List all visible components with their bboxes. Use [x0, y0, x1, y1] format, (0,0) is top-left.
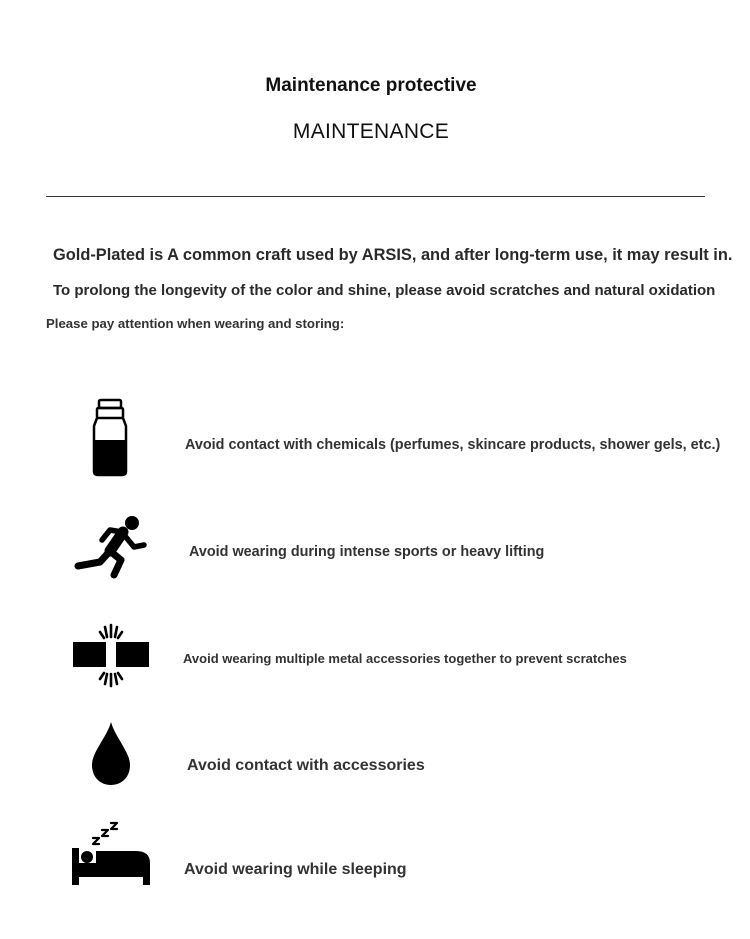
intro-line-2: To prolong the longevity of the color and shine, please avoid scratches and natural oxidation [53, 282, 716, 299]
rule-text: Avoid wearing while sleeping [184, 861, 407, 878]
rule-text: Avoid contact with accessories [187, 757, 425, 774]
divider [46, 196, 705, 197]
running-person-icon [74, 514, 148, 580]
intro-line-1: Gold-Plated is A common craft used by ARSIS, and after long-term use, it may result in. [53, 246, 733, 264]
page-subtitle: MAINTENANCE [292, 120, 450, 143]
rule-text: Avoid wearing during intense sports or heavy lifting [189, 544, 545, 560]
page-title: Maintenance protective [265, 75, 477, 96]
water-drop-icon [90, 721, 132, 787]
collision-icon [72, 622, 150, 690]
rule-text: Avoid contact with chemicals (perfumes, skincare products, shower gels, etc.) [185, 437, 721, 453]
rule-text: Avoid wearing multiple metal accessories together to prevent scratches [183, 651, 627, 666]
sleeping-bed-icon [70, 820, 152, 888]
intro-line-3: Please pay attention when wearing and storing: [46, 316, 345, 331]
bottle-icon [88, 398, 132, 478]
